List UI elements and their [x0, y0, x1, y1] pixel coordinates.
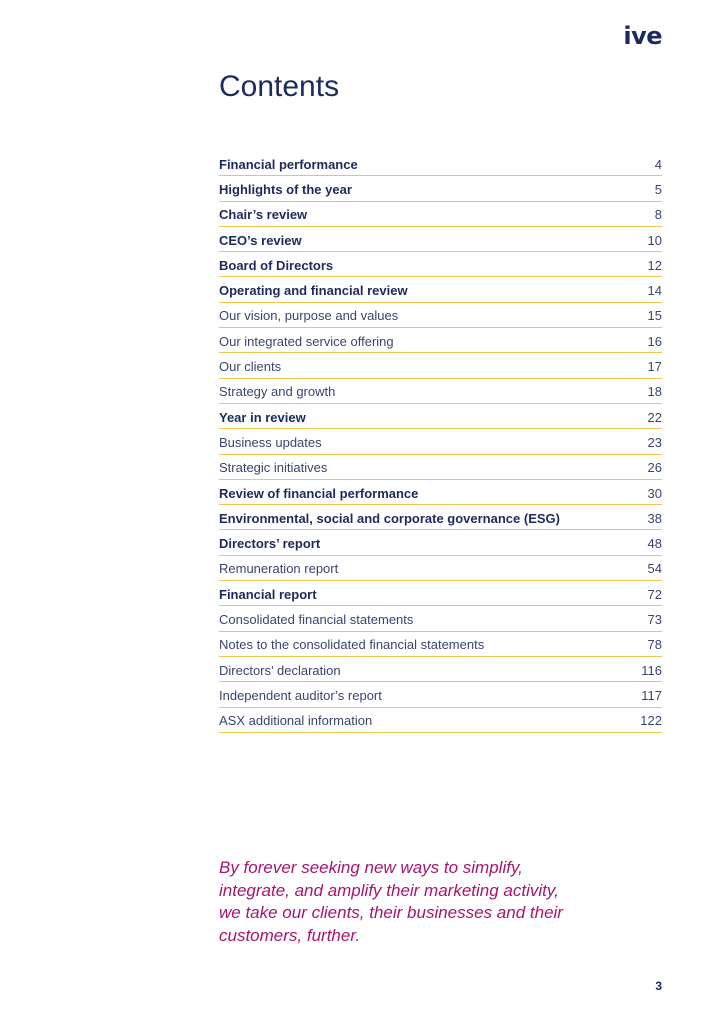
toc-entry[interactable]	[219, 455, 662, 480]
toc-entry-page: 8	[654, 207, 662, 223]
toc-entry[interactable]	[219, 530, 662, 555]
toc-entry-label: ASX additional information	[219, 713, 373, 729]
toc-entry-page: 38	[647, 510, 662, 526]
brand-quote: By forever seeking new ways to simplify, integrate, and amplify their marketing activity, we take our clients, their businesses and their customers, further.	[219, 858, 563, 945]
toc-entry-page: 16	[647, 333, 662, 349]
toc-entry-label: Remuneration report	[219, 561, 339, 577]
toc-entry-page: 78	[647, 637, 662, 653]
toc-entry[interactable]	[219, 429, 662, 454]
toc-entry[interactable]	[219, 252, 662, 277]
toc-entry[interactable]	[219, 328, 662, 353]
table-of-contents	[219, 151, 662, 733]
ive-logo: ive	[623, 22, 662, 50]
toc-entry[interactable]	[219, 657, 662, 682]
toc-entry-label: Environmental, social and corporate governance (ESG)	[219, 510, 560, 526]
toc-entry[interactable]	[219, 606, 662, 631]
toc-entry-label: Financial performance	[219, 156, 358, 172]
toc-entry-page: 117	[641, 687, 662, 703]
toc-entry[interactable]	[219, 581, 662, 606]
toc-entry-page: 54	[647, 561, 662, 577]
toc-entry-page: 73	[647, 611, 662, 627]
toc-entry-page: 4	[654, 156, 662, 172]
toc-entry[interactable]	[219, 227, 662, 252]
toc-entry-label: Business updates	[219, 434, 322, 450]
toc-entry[interactable]	[219, 708, 662, 733]
toc-entry-label: Directors’ report	[219, 536, 321, 552]
toc-entry-page: 15	[647, 308, 662, 324]
toc-entry[interactable]	[219, 556, 662, 581]
toc-entry-label: Independent auditor’s report	[219, 687, 382, 703]
toc-entry-page: 122	[640, 713, 662, 729]
toc-entry-page: 48	[647, 536, 662, 552]
toc-entry-page: 116	[641, 662, 662, 678]
toc-entry-page: 30	[647, 485, 662, 501]
toc-entry-page: 18	[647, 384, 662, 400]
toc-entry-page: 22	[647, 409, 662, 425]
toc-entry-page: 5	[654, 181, 662, 197]
toc-entry-page: 17	[647, 359, 662, 375]
toc-entry-page: 26	[647, 460, 662, 476]
toc-entry[interactable]	[219, 379, 662, 404]
toc-entry-label: Our vision, purpose and values	[219, 308, 399, 324]
toc-entry[interactable]	[219, 303, 662, 328]
toc-entry[interactable]	[219, 176, 662, 201]
toc-entry[interactable]	[219, 202, 662, 227]
toc-entry-label: Consolidated financial statements	[219, 611, 414, 627]
toc-entry[interactable]	[219, 151, 662, 176]
toc-entry-label: Financial report	[219, 586, 317, 602]
toc-entry-label: Strategic initiatives	[219, 460, 328, 476]
toc-entry-label: Board of Directors	[219, 257, 334, 273]
toc-entry[interactable]	[219, 682, 662, 707]
toc-entry[interactable]	[219, 353, 662, 378]
page-number: 3	[655, 979, 662, 993]
toc-entry-label: Directors’ declaration	[219, 662, 341, 678]
toc-entry-page: 14	[647, 283, 662, 299]
toc-entry-label: Notes to the consolidated financial statements	[219, 637, 485, 653]
toc-entry[interactable]	[219, 480, 662, 505]
toc-entry-page: 12	[647, 257, 662, 273]
toc-entry[interactable]	[219, 632, 662, 657]
toc-entry-page: 23	[647, 434, 662, 450]
toc-entry-label: Chair’s review	[219, 207, 308, 223]
toc-entry[interactable]	[219, 404, 662, 429]
toc-entry-page: 72	[647, 586, 662, 602]
toc-entry-label: Our integrated service offering	[219, 333, 394, 349]
toc-entry-label: CEO’s review	[219, 232, 302, 248]
page-title: Contents	[219, 70, 340, 103]
toc-entry-label: Year in review	[219, 409, 306, 425]
toc-entry-label: Strategy and growth	[219, 384, 336, 400]
toc-entry[interactable]	[219, 505, 662, 530]
toc-entry-page: 10	[647, 232, 662, 248]
toc-entry-label: Our clients	[219, 359, 282, 375]
toc-entry-label: Review of financial performance	[219, 485, 419, 501]
toc-entry-label: Highlights of the year	[219, 181, 352, 197]
toc-entry[interactable]	[219, 277, 662, 302]
toc-entry-label: Operating and financial review	[219, 283, 408, 299]
